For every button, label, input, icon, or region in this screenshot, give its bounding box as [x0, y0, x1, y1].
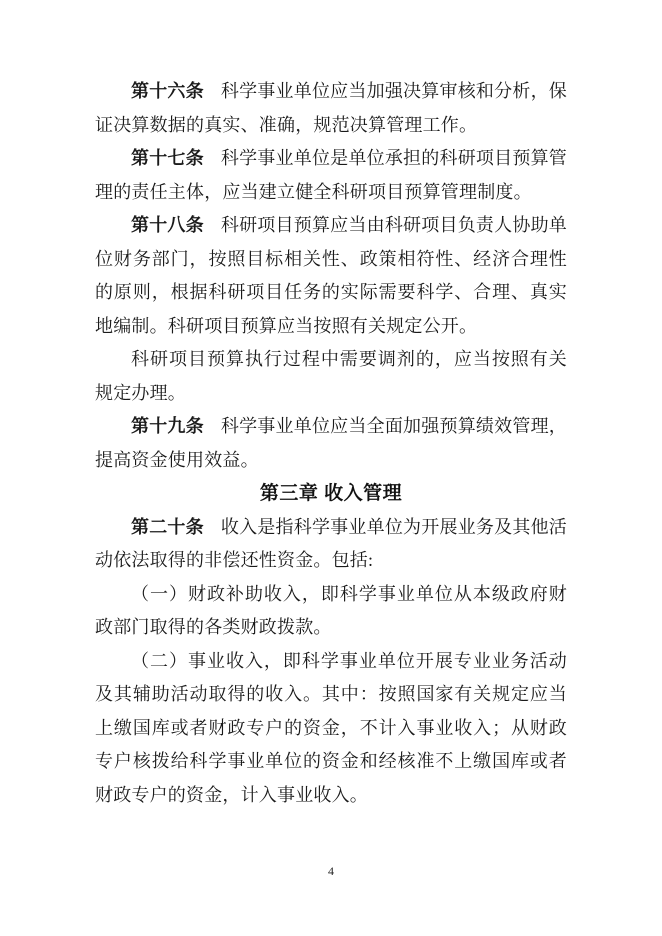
article-paragraph — [95, 75, 567, 142]
page-footer — [0, 862, 662, 880]
article-paragraph — [95, 645, 567, 813]
paragraph-text: 科学事业单位是单位承担的科研项目预算管理的责任主体，应当建立健全科研项目预算管理制度。 — [95, 148, 567, 202]
paragraph-text: 科研项目预算执行过程中需要调剂的，应当按照有关规定办理。 — [95, 349, 567, 403]
paragraph-text: （一）财政补助收入，即科学事业单位从本级政府财政部门取得的各类财政拨款。 — [95, 583, 567, 637]
article-paragraph — [95, 343, 567, 410]
article-number: 第十六条 — [131, 81, 204, 101]
article-paragraph — [95, 578, 567, 645]
paragraph-text: 收入是指科学事业单位为开展业务及其他活动依法取得的非偿还性资金。包括: — [95, 516, 567, 570]
article-paragraph — [95, 511, 567, 578]
document-body — [95, 75, 567, 812]
article-number: 第十七条 — [131, 148, 204, 168]
paragraph-text: 科研项目预算应当由科研项目负责人协助单位财务部门，按照目标相关性、政策相符性、经济合理性的原则，根据科研项目任务的实际需要科学、合理、真实地编制。科研项目预算应当按照有关规定公开。 — [95, 215, 567, 336]
page-number: 4 — [328, 864, 334, 878]
article-paragraph — [95, 410, 567, 477]
article-paragraph — [95, 142, 567, 209]
article-number: 第二十条 — [131, 516, 204, 537]
paragraph-text: 科学事业单位应当加强决算审核和分析，保证决算数据的真实、准确，规范决算管理工作。 — [95, 81, 567, 135]
paragraph-text: 科学事业单位应当全面加强预算绩效管理，提高资金使用效益。 — [95, 416, 567, 470]
article-paragraph — [95, 209, 567, 343]
chapter-heading: 第三章 收入管理 — [259, 483, 403, 504]
article-number: 第十八条 — [131, 215, 204, 235]
paragraph-text: （二）事业收入，即科学事业单位开展专业业务活动及其辅助活动取得的收入。其中：按照国家有关规定应当上缴国库或者财政专户的资金，不计入事业收入；从财政专户核拨给科学事业单位的资金和经核准不上缴国库或者财政专户的资金，计入事业收入。 — [95, 650, 567, 805]
article-number: 第十九条 — [131, 416, 204, 436]
